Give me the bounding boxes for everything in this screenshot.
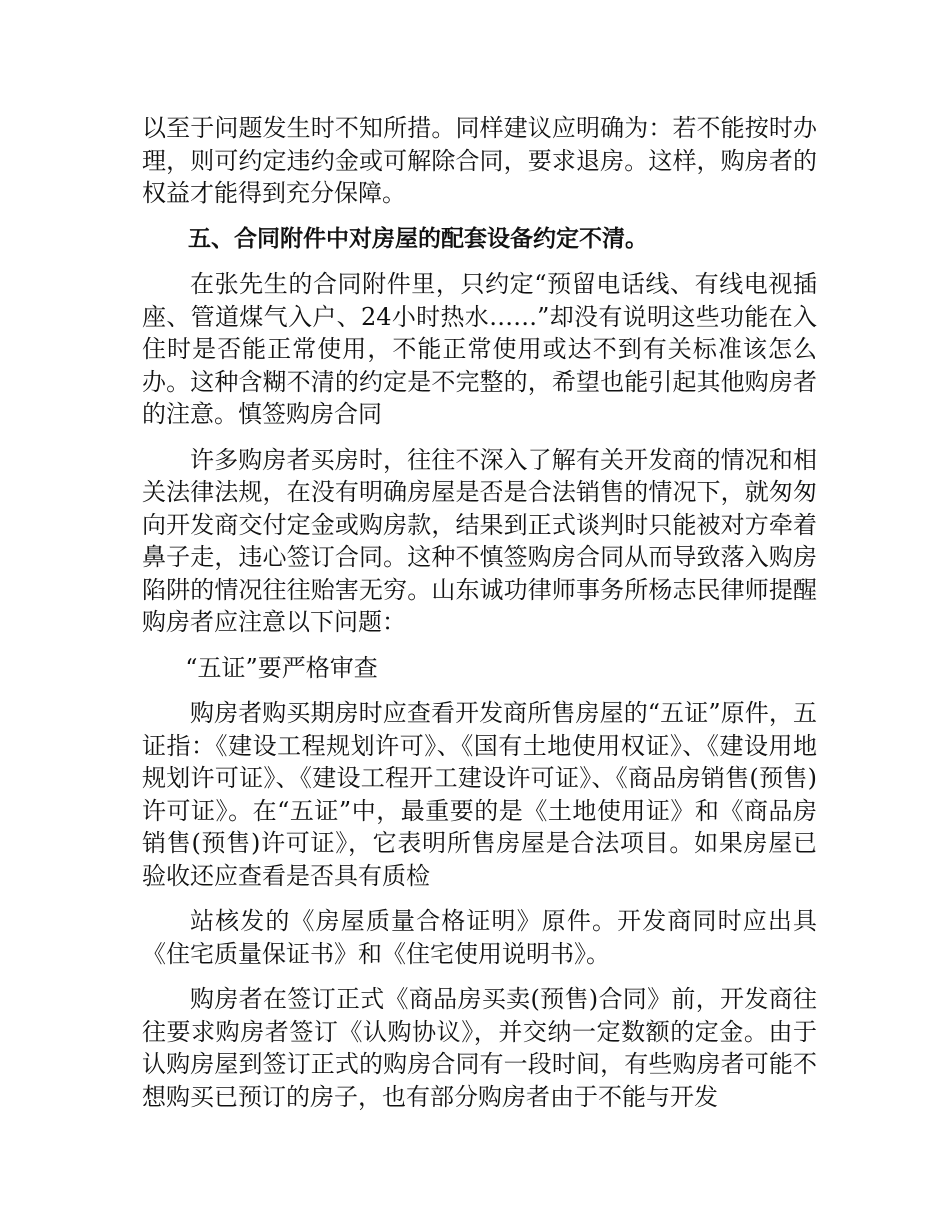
subheading-five-certificates: “五证”要严格审查 [185,653,378,682]
paragraph-five-certificates: 购房者购买期房时应查看开发商所售房屋的“五证”原件，五证指：《建设工程规划许可》、《国有土地使用权证》、《建设用地规划许可证》、《建设工程开工建设许可证》、《商品房销售(预售)许可证》。在“五证”中，最重要的是《土地使用证》和《商品房销售(预售)许可证》，它表明所售房屋是合法项目。如果房屋已验收还应查看是否具有质检 [142,699,817,890]
paragraph-subscription-agreement: 购房者在签订正式《商品房买卖(预售)合同》前，开发商往往要求购房者签订《认购协议》，并交纳一定数额的定金。由于认购房屋到签订正式的购房合同有一段时间，有些购房者可能不想购买已预订的房子，也有部分购房者由于不能与开发 [142,985,817,1111]
paragraph-continuation: 以至于问题发生时不知所措。同样建议应明确为：若不能按时办理，则可约定违约金或可解除合同，要求退房。这样，购房者的权益才能得到充分保障。 [142,114,817,207]
paragraph-quality-certificate: 站核发的《房屋质量合格证明》原件。开发商同时应出具《住宅质量保证书》和《住宅使用说明书》。 [142,907,817,968]
paragraph-buyer-caution: 许多购房者买房时，往往不深入了解有关开发商的情况和相关法律法规，在没有明确房屋是否是合法销售的情况下，就匆匆向开发商交付定金或购房款，结果到正式谈判时只能被对方牵着鼻子走，违心签订合同。这种不慎签购房合同从而导致落入购房陷阱的情况往往贻害无穷。山东诚功律师事务所杨志民律师提醒购房者应注意以下问题： [142,445,817,636]
paragraph-zhang-contract: 在张先生的合同附件里，只约定“预留电话线、有线电视插座、管道煤气入户、24小时热水……”却没有说明这些功能在入住时是否能正常使用，不能正常使用或达不到有关标准该怎么办。这种含糊不清的约定是不完整的，希望也能引起其他购房者的注意。慎签购房合同 [142,270,817,428]
section-heading-five: 五、合同附件中对房屋的配套设备约定不清。 [188,225,648,252]
document-page [142,112,817,1126]
